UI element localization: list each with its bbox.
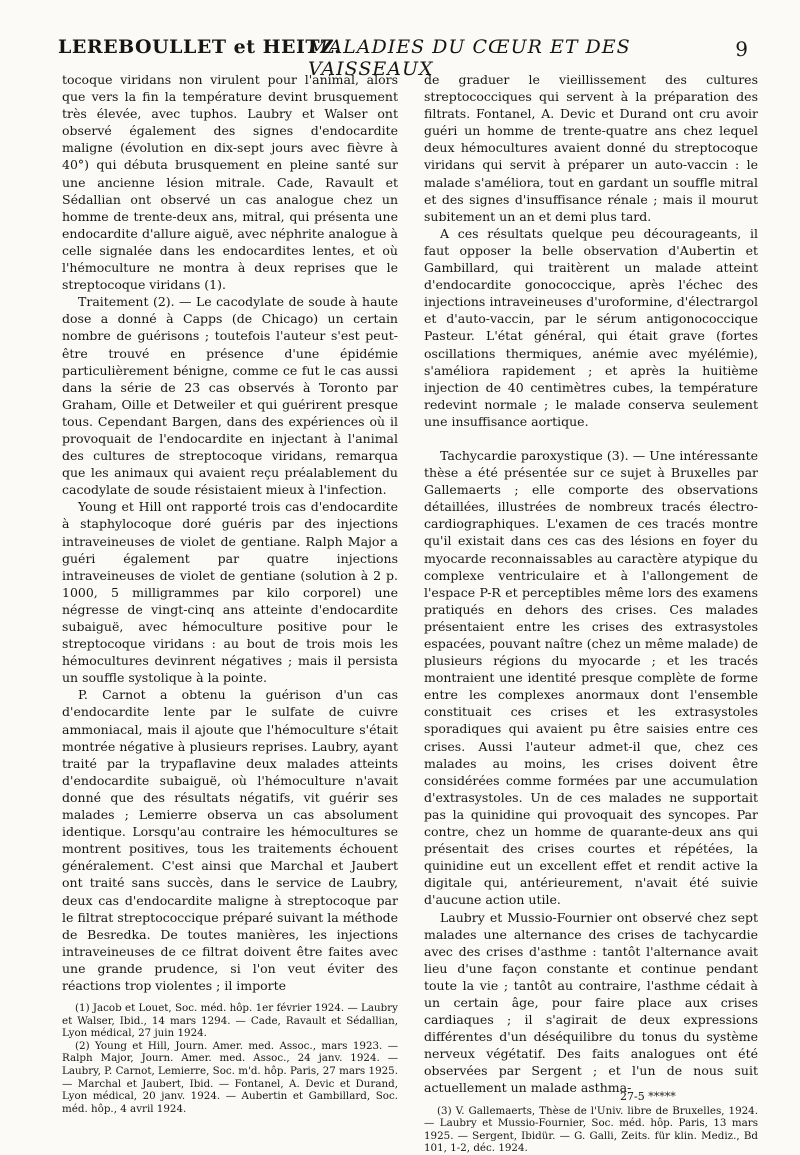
footnote: (3) V. Gallemaerts, Thèse de l'Univ. libre de Bruxelles, 1924. — Laubry et Mussio-Fournier, Soc. méd. hôp. Paris, 13 mars 1925. — Sergent, Ibidür. — G. Galli, Zeits. für klin. Mediz., Bd 101, 1-2, déc. 1924.: [424, 1104, 758, 1155]
page-number: 9: [735, 37, 748, 61]
left-column: [62, 71, 398, 1115]
footnote: (2) Young et Hill, Journ. Amer. med. Assoc., mars 1923. — Ralph Major, Journ. Amer. med. Assoc., 24 janv. 1924. — Laubry, P. Carnot, Lemierre, Soc. m'd. hôp. Paris, 27 mars 1925. — Marchal et Jaubert, Ibid. — Fontanel, A. Devic et Durand, Lyon médical, 20 janv. 1924. — Aubertin et Gambillard, Soc. méd. hôp., 4 avril 1924.: [62, 1039, 398, 1115]
header-title: MALADIES DU CŒUR ET DES VAISSEAUX: [308, 36, 631, 80]
paragraph-section-heading: Tachycardie paroxystique (3). — Une intéressante thèse a été présentée sur ce sujet à Bruxelles par Gallemaerts ; elle comporte des observations détaillées, illustrées de nombreux tracés électro-cardiographiques. L'examen de ces tracés montre qu'il existait dans ces cas des lésions en foyer du myocarde reconnaissables au caractère atypique du complexe ventriculaire et à l'allongement de l'espace P-R et perceptibles même lors des examens pratiqués en dehors des crises. Ces malades présentaient entre les crises des extrasystoles espacées, pouvant naître (chez un même malade) de plusieurs régions du myocarde ; et les tracés montraient une identité presque complète de forme entre les complexes anormaux dont l'ensemble constituait ces crises et les extrasystoles sporadiques qui avaient pu être saisies entre ces crises. Aussi l'auteur admet-il que, chez ces malades au moins, les crises doivent être considérées comme formées par une accumulation d'extrasystoles. Un de ces malades ne supportait pas la quinidine qui provoquait des syncopes. Par contre, chez un homme de quarante-deux ans qui présentait des crises courtes et répétées, la quinidine eut un excellent effet et rendit active la digitale qui, antérieurement, n'avait été suivie d'aucune action utile.: [424, 447, 758, 908]
footnote: (1) Jacob et Louet, Soc. méd. hôp. 1er février 1924. — Laubry et Walser, Ibid., 14 mars 1294. — Cade, Ravault et Sédallian, Lyon médical, 27 juin 1924.: [62, 1002, 398, 1040]
running-header: [58, 36, 748, 80]
printer-signature: 27-5 *****: [620, 1090, 676, 1103]
footnotes-right: [424, 1105, 758, 1155]
footnotes-left: [62, 1002, 398, 1115]
paragraph: P. Carnot a obtenu la guérison d'un cas d'endocardite lente par le sulfate de cuivre ammoniacal, mais il ajoute que l'hémoculture s'était montrée négative à plusieurs reprises. Laubry, ayant traité par la trypaflavine deux malades atteints d'endocardite subaiguë, où l'hémoculture n'avait donné que des résultats négatifs, vit guérir ses malades ; Lemierre observa un cas absolument identique. Lorsqu'au contraire les hémocultures se montrent positives, tous les traitements échouent généralement. C'est ainsi que Marchal et Jaubert ont traité sans succès, dans le service de Laubry, deux cas d'endocardite maligne à streptocoque par le filtrat streptococcique préparé suivant la méthode de Besredka. De toutes manières, les injections intraveineuses de ce filtrat doivent être faites avec une grande prudence, si l'on veut éviter des réactions trop violentes ; il importe: [62, 687, 398, 993]
paragraph: tocoque viridans non virulent pour l'animal, alors que vers la fin la température devint brusquement très élevée, avec tuphos. Laubry et Walser ont observé également des signes d'endocardite maligne (évolution en dix-sept jours avec fièvre à 40°) qui débuta brusquement en pleine santé sur une ancienne lésion mitrale. Cade, Ravault et Sédallian ont observé un cas analogue chez un homme de trente-deux ans, mitral, qui présenta une endocardite d'allure aiguë, avec néphrite analogue à celle signalée dans les endocardites lentes, et où l'hémoculture ne montra à deux reprises que le streptocoque viridans (1).: [62, 72, 398, 293]
paragraph: A ces résultats quelque peu décourageants, il faut opposer la belle observation d'Aubertin et Gambillard, qui traitèrent un malade atteint d'endocardite gonococcique, après l'échec des injections intraveineuses d'uroformine, d'électrargol et d'auto-vaccin, par le sérum antigonococcique Pasteur. L'état général, qui était grave (fortes oscillations thermiques, anémie avec myélémie), s'améliora rapidement ; et après la huitième injection de 40 centimètres cubes, la température redevint normale ; le malade conserva seulement une insuffisance aortique.: [424, 225, 758, 429]
paragraph: de graduer le vieillissement des cultures streptococciques qui servent à la préparation des filtrats. Fontanel, A. Devic et Durand ont cru avoir guéri un homme de trente-quatre ans chez lequel deux hémocultures avaient donné du streptocoque viridans qui servit à préparer un auto-vaccin : le malade s'améliora, tout en gardant un souffle mitral et des signes d'insuffisance rénale ; mais il mourut subitement un an et demi plus tard.: [424, 72, 758, 224]
paragraph: Young et Hill ont rapporté trois cas d'endocardite à staphylocoque doré guéris par des injections intraveineuses de violet de gentiane. Ralph Major a guéri également par quatre injections intraveineuses de violet de gentiane (solution à 2 p. 1000, 5 milligrammes par kilo corporel) une négresse de vingt-cinq ans atteinte d'endocardite subaiguë, avec hémoculture positive pour le streptocoque viridans : au bout de trois mois les hémocultures devinrent négatives ; mais il persista un souffle systolique à la pointe.: [62, 499, 398, 686]
paragraph: Traitement (2). — Le cacodylate de soude à haute dose a donné à Capps (de Chicago) un certain nombre de guérisons ; toutefois l'auteur s'est peut-être trouvé en présence d'une épidémie particulièrement bénigne, comme ce fut le cas aussi dans la série de 23 cas observés à Toronto par Graham, Oille et Detweiler et qui guérirent presque tous. Cependant Bargen, dans des expériences où il provoquait de l'endocardite en injectant à l'animal des cultures de streptocoque viridans, remarqua que les animaux qui avaient reçu préalablement du cacodylate de soude résistaient mieux à l'infection.: [62, 294, 398, 498]
header-authors: LEREBOULLET et HEITZ.: [58, 36, 342, 58]
right-column: [424, 71, 758, 1155]
paragraph: Laubry et Mussio-Fournier ont observé chez sept malades une alternance des crises de tachycardie avec des crises d'asthme : tantôt l'alternance avait lieu d'une façon constante et continue pendant toute la vie ; tantôt au contraire, l'asthme cédait à un certain âge, pour faire place aux crises cardiaques ; il s'agirait de deux expressions différentes d'un déséquilibre du tonus du système nerveux végétatif. Des faits analogues ont été observées par Sergent ; et l'un de nous suit actuellement un malade asthma-: [424, 909, 758, 1096]
